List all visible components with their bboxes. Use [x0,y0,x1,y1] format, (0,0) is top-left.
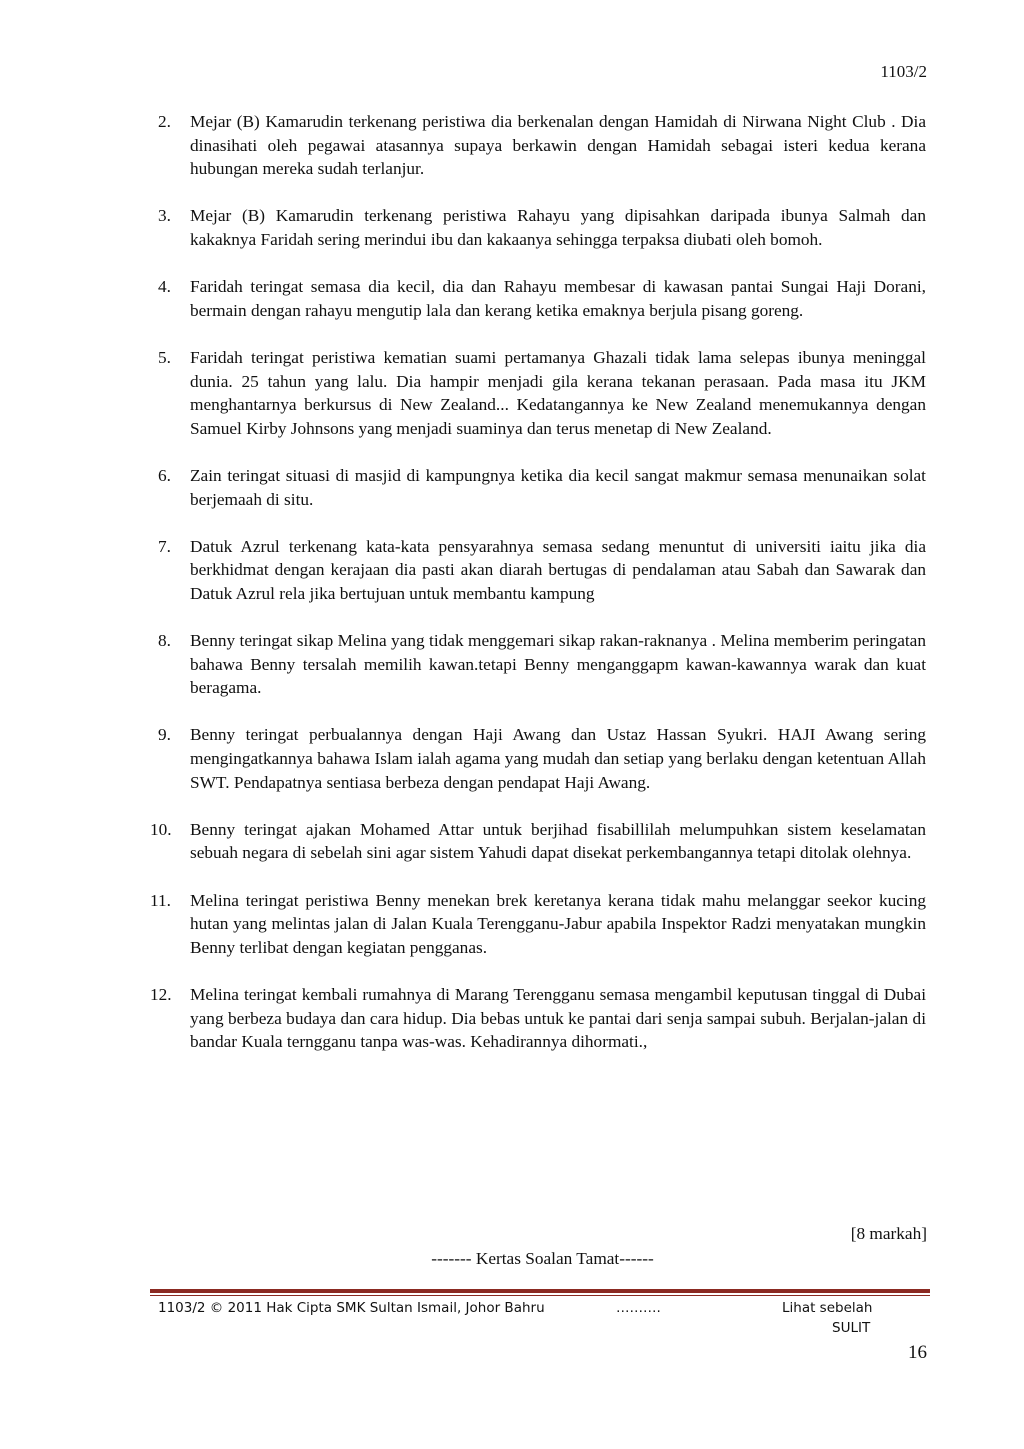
item-number: 9. [158,725,171,745]
page-code-header: 1103/2 [880,62,927,81]
item-number: 12. [150,984,172,1004]
footer-classification: SULIT [832,1320,871,1336]
item-text: Zain teringat situasi di masjid di kampungnya ketika dia kecil sangat makmur semasa menunaikan solat berjemaah di situ. [190,465,926,509]
page-number: 16 [908,1342,927,1363]
item-text: Melina teringat peristiwa Benny menekan brek keretanya kerana tidak mahu melanggar seekor kucing hutan yang melintas jalan di Jalan Kuala Terengganu-Jabur apabila Inspektor Radzi menyatakan mungkin Benny terlibat dengan kegiatan pengganas. [190,890,926,957]
list-item [150,535,926,606]
item-text: Faridah teringat semasa dia kecil, dia dan Rahayu membesar di kawasan pantai Sungai Haji Dorani, bermain dengan rahayu mengutip lala dan kerang ketika emaknya berjula pisang goreng. [190,277,926,320]
item-text: Melina teringat kembali rumahnya di Marang Terengganu semasa mengambil keputusan tinggal di Dubai yang berbeza budaya dan cara hidup. Dia bebas untuk ke pantai dari senja sampai subuh. Berjalan-jalan di bandar Kuala terngganu tanpa was-was. Kehadirannya dihormati., [190,984,926,1052]
item-text: Mejar (B) Kamarudin terkenang peristiwa Rahayu yang dipisahkan daripada ibunya Salmah dan kakaknya Faridah sering merindui ibu dan kakaanya sehingga terpaksa diubati oleh bomoh. [190,206,926,249]
list-item [150,464,926,511]
list-item [150,629,926,700]
list-item [150,818,926,865]
item-text: Benny teringat sikap Melina yang tidak menggemari sikap rakan-raknanya . Melina memberim peringatan bahawa Benny tersalah memilih kawan.tetapi Benny menganggapm kawan-kawannya warak dan kuat beragama. [190,631,926,698]
item-number: 10. [150,819,172,839]
footer-copyright: 1103/2 © 2011 Hak Cipta SMK Sultan Ismail, Johor Bahru [158,1300,545,1316]
item-number: 3. [158,206,171,226]
list-item [150,346,926,440]
list-item [150,275,926,322]
footer-see-next: Lihat sebelah [782,1300,873,1316]
list-item [150,110,926,181]
item-text: Faridah teringat peristiwa kematian suami pertamanya Ghazali tidak lama selepas ibunya meninggal dunia. 25 tahun yang lalu. Dia hampir menjadi gila kerana tekanan perasaan. Pada masa itu JKM menghantarnya berkursus di New Zealand... Kedatangannya ke New Zealand menemukannya dengan Samuel Kirby Johnsons yang menjadi suaminya dan terus menetap di New Zealand. [190,347,926,438]
item-text: Mejar (B) Kamarudin terkenang peristiwa dia berkenalan dengan Hamidah di Nirwana Night Club . Dia dinasihati oleh pegawai atasannya supaya berkawin dengan Hamidah sebagai isteri kedua kerana hubungan mereka sudah terlanjur. [190,112,926,179]
list-item [150,983,926,1054]
marks-label: [8 markah] [850,1224,927,1243]
item-number: 7. [158,536,171,556]
item-number: 4. [158,277,171,297]
list-item [150,889,926,960]
item-number: 11. [150,890,171,910]
item-text: Benny teringat perbualannya dengan Haji Awang dan Ustaz Hassan Syukri. HAJI Awang sering mengingatkannya bahawa Islam ialah agama yang mudah dan setiap yang berlaku dengan ketentuan Allah SWT. Pendapatnya sentiasa berbeza dengan pendapat Haji Awang. [190,725,926,792]
item-number: 6. [158,465,171,485]
item-text: Benny teringat ajakan Mohamed Attar untuk berjihad fisabillilah melumpuhkan sistem keselamatan sebuah negara di sebelah sini agar sistem Yahudi dapat disekat perkembangannya tetapi ditolak olehnya. [190,819,926,863]
answer-list [150,110,926,1077]
item-text: Datuk Azrul terkenang kata-kata pensyarahnya semasa sedang menuntut di universiti iaitu jika dia berkhidmat dengan kerajaan dia pasti akan diarah bertugas di pendalaman atau Sabah dan Sawarak dan Datuk Azrul rela jika bertujuan untuk membantu kampung [190,536,926,603]
item-number: 5. [158,347,171,367]
list-item [150,204,926,251]
end-of-paper-note: ------- Kertas Soalan Tamat------ [431,1249,654,1268]
item-number: 2. [158,112,171,131]
footer-divider [150,1289,930,1296]
footer-dots: ………. [616,1300,661,1316]
item-number: 8. [158,631,171,651]
list-item [150,723,926,794]
